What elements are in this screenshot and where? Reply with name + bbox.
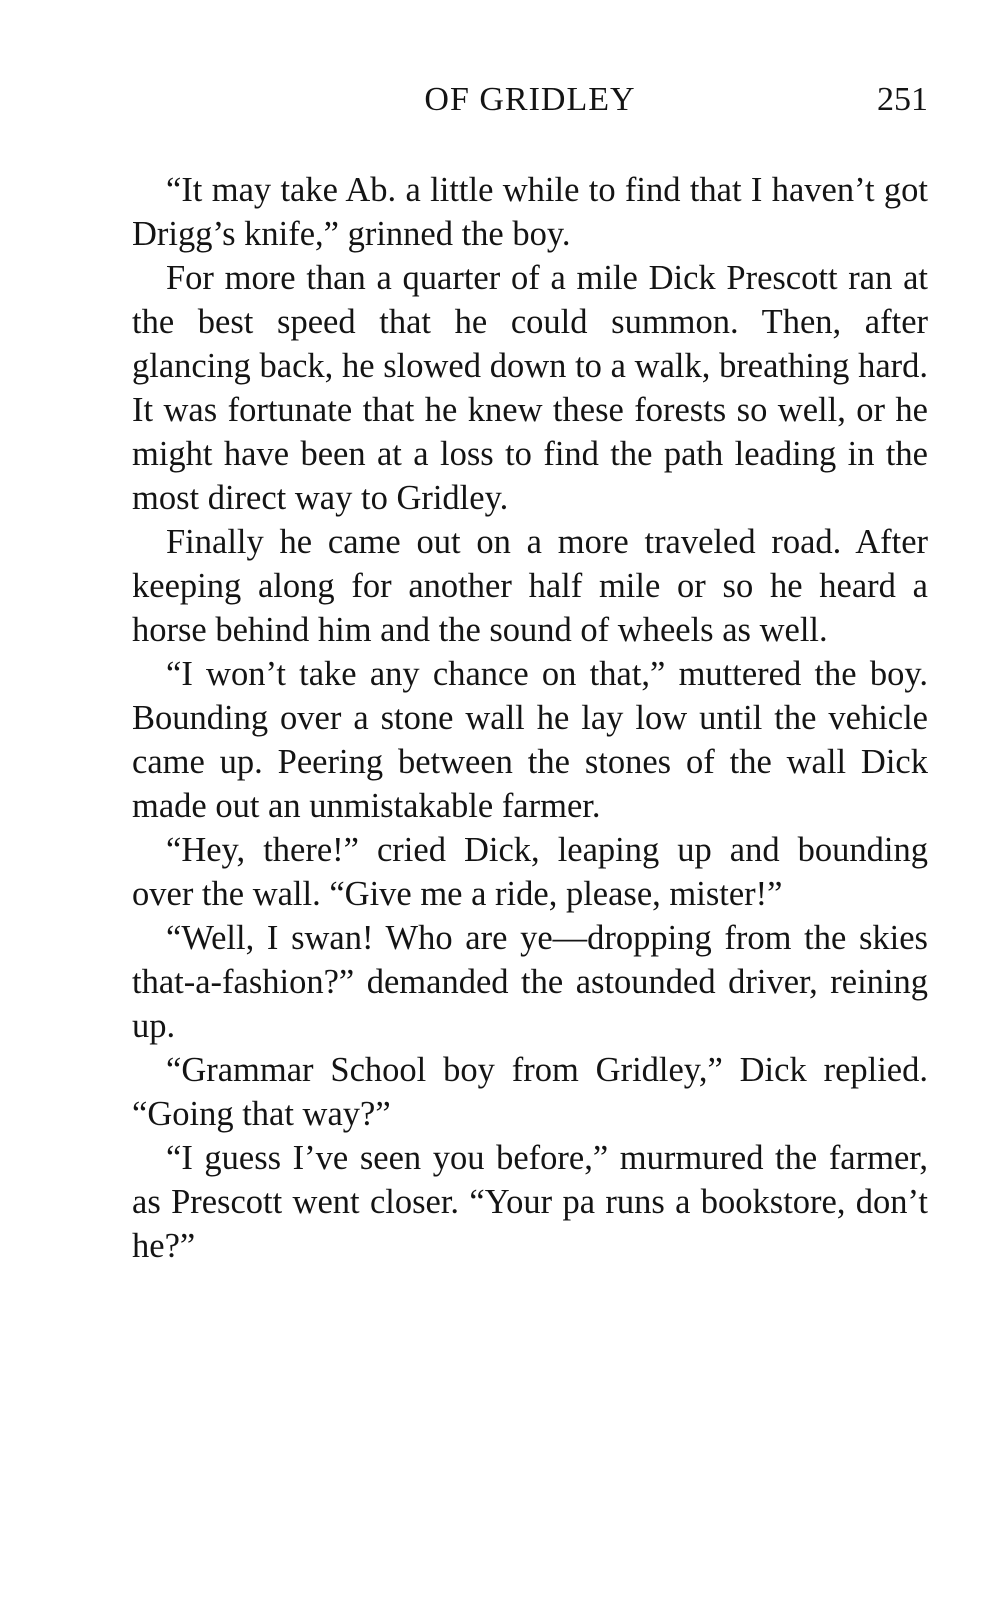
- paragraph: Finally he came out on a more traveled road. After keeping along for another half mile or so he heard a horse behind him and the sound of wheels as well.: [132, 523, 928, 649]
- paragraph: “Grammar School boy from Gridley,” Dick replied. “Going that way?”: [132, 1051, 928, 1133]
- paragraph: “Hey, there!” cried Dick, leaping up and bounding over the wall. “Give me a ride, please, mister!”: [132, 831, 928, 913]
- page-number: 251: [877, 81, 928, 118]
- paragraph: “I won’t take any chance on that,” muttered the boy. Bounding over a stone wall he lay low until the vehicle came up. Peering between the stones of the wall Dick made out an unmistakable farmer.: [132, 655, 928, 825]
- paragraph: For more than a quarter of a mile Dick Prescott ran at the best speed that he could summon. Then, after glancing back, he slowed down to a walk, breathing hard. It was fortunate that he knew these forests so well, or he might have been at a loss to find the path leading in the most direct way to Gridley.: [132, 259, 928, 517]
- paragraph: “It may take Ab. a little while to find that I haven’t got Drigg’s knife,” grinned the boy.: [132, 171, 928, 253]
- running-header: [132, 78, 928, 122]
- paragraph: “Well, I swan! Who are ye—dropping from the skies that-a-fashion?” demanded the astounded driver, reining up.: [132, 919, 928, 1045]
- body-text: [132, 168, 928, 1268]
- paragraph: “I guess I’ve seen you before,” murmured the farmer, as Prescott went closer. “Your pa runs a bookstore, don’t he?”: [132, 1139, 928, 1265]
- running-title: OF GRIDLEY: [424, 81, 636, 118]
